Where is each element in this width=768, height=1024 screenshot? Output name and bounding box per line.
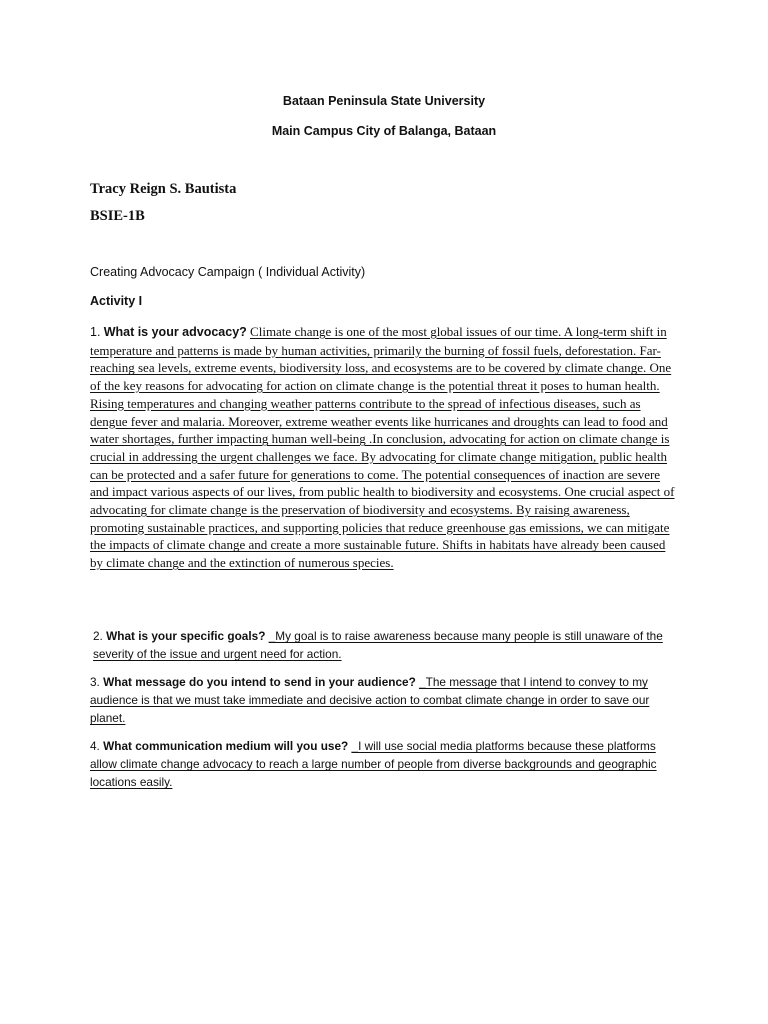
question-4 [90, 737, 680, 791]
student-name: Tracy Reign S. Bautista [90, 181, 237, 197]
question-answer: Climate change is one of the most global issues of our time. A long-term shift in temperature and patterns is made by human activities, primarily the burning of fossil fuels, deforestation. Far-reaching sea levels, extreme events, biodiversity loss, and ecosystems are to be covered by climate change. One of the key reasons for advocating for action on climate change is the potential threat it poses to human health. Rising temperatures and changing weather patterns contribute to the spread of infectious diseases, such as dengue fever and malaria. Moreover, extreme weather events like hurricanes and droughts can lead to food and water shortages, further impacting human well-being .In conclusion, advocating for action on climate change is crucial in addressing the urgent challenges we face. By advocating for climate change mitigation, public health can be protected and a safer future for generations to come. The potential consequences of inaction are severe and impact various aspects of our lives, from public health to biodiversity and ecosystems. One crucial aspect of advocating for climate change is the preservation of biodiversity and ecosystems. By raising awareness, promoting sustainable practices, and supporting policies that reduce greenhouse gas emissions, we can mitigate the impacts of climate change and create a more sustainable future. Shifts in habitats have already been caused by climate change and the extinction of numerous species. [90, 324, 675, 571]
question-3 [90, 673, 680, 727]
question-2 [93, 627, 683, 663]
question-label: What message do you intend to send in your audience? [103, 675, 416, 689]
question-answer: _The message that I intend to convey to my audience is that we must take immediate and decisive action to combat climate change in order to save our planet. [90, 675, 650, 725]
question-label: What communication medium will you use? [103, 739, 349, 753]
question-number: 1. [90, 325, 101, 339]
question-number: 2. [93, 629, 103, 643]
question-answer: _I will use social media platforms because these platforms allow climate change advocacy to reach a large number of people from diverse backgrounds and geographic locations easily. [90, 739, 657, 789]
question-number: 3. [90, 675, 100, 689]
student-section: BSIE-1B [90, 208, 145, 224]
question-1 [90, 323, 680, 572]
activity-heading: Activity I [90, 294, 143, 308]
question-label: What is your specific goals? [106, 629, 266, 643]
question-answer: _My goal is to raise awareness because many people is still unaware of the severity of the issue and urgent need for action. [93, 629, 663, 661]
university-name: Bataan Peninsula State University [282, 94, 486, 108]
question-label: What is your advocacy? [103, 325, 247, 339]
question-number: 4. [90, 739, 100, 753]
assignment-title: Creating Advocacy Campaign ( Individual Activity) [90, 265, 366, 279]
campus-name: Main Campus City of Balanga, Bataan [271, 124, 497, 138]
